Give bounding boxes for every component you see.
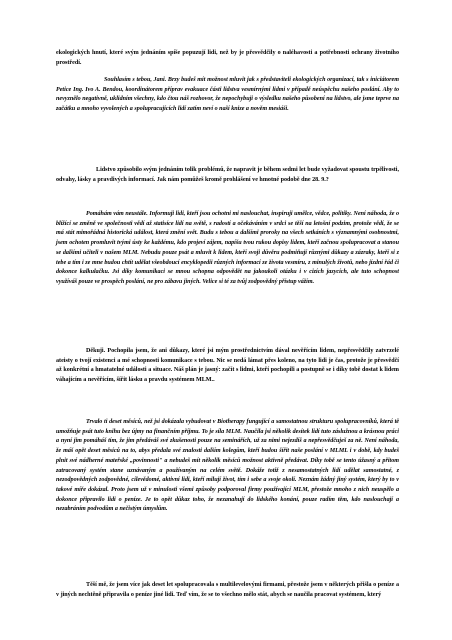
paragraph-2: Souhlasím s tebou, Jani. Brzy budeš mít možnost mluvit jak s představiteli ekologických organizací, tak s iniciátorem Petice Ing. Ivo A. Bendou, koordinátorem příprav evakuace části lidstva vesmírnými lidmi v případě neúspěchu našeho poslání. Aby to nevyznělo negativně, uklidním všechny, kdo čtou náš rozhovor, že nepochybuji o výsledku našeho působení na lidstvo, ale jsme teprve na začátku a mnoho vyvolených a spolupracujících lidí zatím neví o naší knize a nověm mesiáši. (56, 77, 399, 113)
paragraph-1: ekologických hnutí, které svým jednáním spíše popuzují lidi, než by je přesvědčily o naléhavosti a potřebnosti ochrany životního prostředí. (56, 50, 399, 66)
paragraph-6: Trvalo ti deset měsíců, než jsi dokázala vybudovat v Biotherapy fungující a samostatnou strukturu spolupracovníků, která tě umožňuje psát tuto knihu bez újmy na finančním příjmu. To je síla MLM. Naučila jsi několik desítek lidí tuto záslužnou a krásnou práci a nyní jim pomáháš tím, že jim předáváš své zkušenosti pouze na seminářích, už za nimi nejezdíš a nepřesvědčuješ za ně. Není náhoda, že máš opět deset měsíců na to, abys předala své znalosti dalším kolegům, kteří budou šířit naše poslání v MLML i v době, kdy budeš plnit své nádherné mateřské „povinnosti" a nebudeš mít několik měsíců možnost aktivně předávat. Díky tobě se tento úžasný a přitom zatracovaný systém stane uznávaným a používaným na celém světě. Dokáže totiž z nesamostatných lidí udělat samostatné, z nezodpovědných zodpovědné, cílevědomé, aktivní lidi, kteří milují život, tím i sebe a svoje okolí. Neznám žádný jiný systém, který by to v takové míře dokázal. Proto jsem už v minulosti všemi způsoby podporoval firmy používající MLM, přestože mnoho z nich neuspělo a dokonce připravilo lidi o peníze. Je to opět důkaz toho, že nezanahují do lidského konání, pouze radím těm, kdo naslouchají a nezabráním podvodům a nečistým úmyslům. (56, 419, 399, 513)
paragraph-3: Lidstvo způsobilo svým jednáním tolik problémů, že napravit je během sedmi let bude vyžadovat spoustu trpělivosti, odvahy, lásky a pravdivých informací. Jak nám pomůžeš kromě prohlášení ve hmotné podobě dne 28. 9.? (56, 167, 399, 183)
paragraph-5: Děkuji. Pochopila jsem, že ani důkazy, které jsi mým prostřednictvím dával nevěřícím lidem, nepřesvědčily zatvrzelé ateisty o tvojí existenci a mé schopnosti komunikace s tebou. Nic se nedá lámat přes koleno, na tyto lidi je čas, protože je přesvědčí až konkrétní a hmatatelné události a situace. Náš plán je jasný: začít s lidmi, kteří pochopili a postupně se i díky tobě dostat k lidem váhajícím a nevěřícím, šířit lásku a pravdu systémem MLM.. (56, 348, 399, 384)
paragraph-7: Těší mě, že jsem více jak deset let spolupracovala s multilevelovými firmami, přestože jsem v některých přišla o peníze a v jiných nechtěně připravila o peníze jiné lidi. Teď vím, že se to všechno mělo stát, abych se naučila pracovat systémem, který (56, 582, 399, 598)
paragraph-4: Pomáhám vám neustále. Informuji lidi, kteří jsou ochotni mi naslouchat, inspiruji umělce, vědce, politiky. Není náhoda, že o blížící se změně ve společnosti vědí až statisíce lidí na světě, s radostí a očekáváním v srdci se těší na letošní podzim, protože vědí, že se má stát mimořádná historická událost, která změní svět. Budu s tebou a dalšími proroky na všech setkáních s významnými osobnostmi, jsem ochoten promluvit tvými ústy ke každému, kdo projeví zájem, napíšu tvou rukou dopisy lidem, kteří začnou spolupracovat a stanou se dalšími učiteli v našem MLM. Nebudu pouze psát a mluvit k lidem, kteří svoji důvěru podmiňují různými důkazy a zázraky, kteří si z tebe a tím i ze mne budou chtít udělat všeobdoucí encyklopedii různých informací ze života vesmíru, z minulých životů, nebo jízdní řád či dokonce kalkulačku. Jsi díky komunikaci se mnou schopna odpovědět na jakoukoli otázku i v cizích jazycích, ale tuto schopnost využíváš pouze ve prospěch poslání, ne pro zábavu jiných. Velice si té za tvůj zodpovědný přístup vážím. (56, 211, 399, 285)
